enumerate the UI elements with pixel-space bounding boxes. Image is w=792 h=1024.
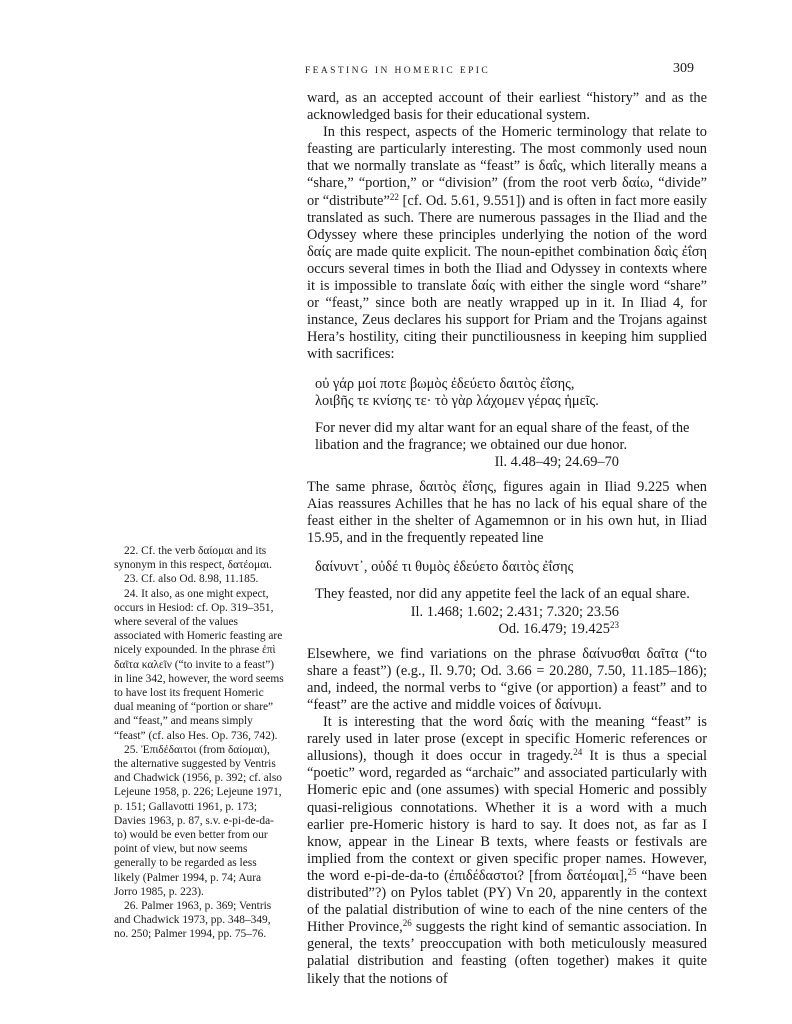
page-number: 309 — [673, 61, 694, 76]
citation-text: Od. 16.479; 19.425 — [498, 620, 610, 637]
footnotes — [114, 544, 284, 942]
quote-citation: Il. 1.468; 1.602; 2.431; 7.320; 23.56 — [410, 603, 619, 620]
greek-quote — [315, 376, 707, 410]
footnote-ref-22[interactable]: 22 — [389, 191, 399, 202]
footnote-ref-26[interactable]: 26 — [402, 918, 412, 929]
quote-translation — [315, 586, 707, 637]
footnote-26: 26. Palmer 1963, p. 369; Ventris and Chadwick 1973, pp. 348–349, no. 250; Palmer 1994, pp. 75–76. — [114, 900, 272, 941]
text-run: suggests the right kind of semantic association. In general, the texts’ preoccupation with both meticulously measured palatial distribution and feasting (often together) makes it quite likely that the notions of — [307, 919, 708, 987]
greek-line: δαίνυντ᾽, οὐδέ τι θυμὸς ἐδεύετο δαιτὸς ἐΐσης — [315, 559, 574, 576]
paragraph — [307, 124, 707, 363]
greek-line: λοιβῆς τε κνίσης τε· τὸ γὰρ λάχομεν γέρας ἡμεῖς. — [315, 392, 599, 409]
quote-citation — [315, 621, 707, 638]
footnote-24: 24. It also, as one might expect, occurs in Hesiod: cf. Op. 319–351, where several of the values associated with Homeric feasting are nicely expounded. In the phrase ἐπὶ δαῖτα καλεῖν (“to invite to a feast”) in line 342, however, the word seems to have lost its frequent Homeric dual meaning of “portion or share” and “feast,” and means simply “feast” (cf. also Hes. Op. 736, 742). — [114, 587, 284, 742]
paragraph: ward, as an accepted account of their earliest “history” and as the acknowledged basis for their educational system. — [307, 90, 707, 124]
greek-quote — [315, 559, 707, 576]
footnote-ref-25[interactable]: 25 — [627, 866, 637, 877]
quote-translation — [315, 420, 707, 471]
footnote-23: 23. Cf. also Od. 8.98, 11.185. — [124, 573, 259, 586]
paragraph: The same phrase, δαιτὸς ἐΐσης, figures again in Iliad 9.225 when Aias reassures Achilles that he has no lack of his equal share of the feast either in the shelter of Agamemnon or in his own hut, in Iliad 15.95, and in the frequently repeated line — [307, 478, 707, 547]
paragraph: Elsewhere, we find variations on the phrase δαίνυσθαι δαῖτα (“to share a feast”) (e.g., Il. 9.70; Od. 3.66 = 20.280, 7.50, 11.185–186); and, indeed, the normal verbs to “give (or apportion) a feast” and to “feast” are the active and middle voices of δαίνυμι. — [307, 645, 707, 713]
text-run: In this respect, aspects of the Homeric terminology that relate to feasting are particularly interesting. The most commonly used noun that we normally translate as “feast” is δαΐς, which literally means a “share,” “portion,” or “division” (from the root verb δαίω, “divide” or “distribute” — [307, 124, 707, 209]
translation-text: They feasted, nor did any appetite feel the lack of an equal share. — [315, 586, 690, 603]
quote-citation: Il. 4.48–49; 24.69–70 — [494, 453, 619, 470]
text-run: It is interesting that the word δαίς with the meaning “feast” is rarely used in later prose (except in specific Homeric references or allusions), though it does occur in tragedy. — [307, 714, 707, 765]
text-run: It is thus a special “poetic” word, regarded as “archaic” and associated particularly with Homeric epic and (one assumes) with special Homeric and possibly quasi-religious connotations. Whether it is a word with a much earlier pre-Homeric history is hard to say. It does not, as far as I know, appear in the Linear B texts, where feasts or festivals are implied from the context or given specific proper names. However, the word e-pi-de-da-to (ἐπιδέδαστοι? [from δατέομαι], — [307, 748, 707, 884]
greek-line: οὐ γάρ μοί ποτε βωμὸς ἐδεύετο δαιτὸς ἐΐσης, — [315, 375, 575, 392]
text-run: [cf. Od. 5.61, 9.551]) and is often in fact more easily translated as such. There are numerous passages in the Iliad and the Odyssey where these principles underlying the notion of the word δαίς are made quite explicit. The noun-epithet combination δαὶς ἐΐση occurs several times in both the Iliad and Odyssey in contexts where it is impossible to translate δαίς with either the single word “share” or “feast,” since both are neatly wrapped up in it. In Iliad 4, for instance, Zeus declares his support for Priam and the Trojans against Hera’s hostility, citing their punctiliousness in keeping him supplied with sacrifices: — [307, 192, 708, 363]
paragraph — [307, 714, 707, 988]
footnote-22: 22. Cf. the verb δαίομαι and its synonym in this respect, δατέομαι. — [114, 545, 272, 572]
main-text — [307, 90, 707, 988]
translation-text: For never did my altar want for an equal share of the feast, of the libation and the fragrance; we obtained our due honor. — [315, 419, 690, 453]
footnote-25: 25. Ἐπιδέδαιτοι (from δαίομαι), the alternative suggested by Ventris and Chadwick (1956, p. 392; cf. also Lejeune 1958, p. 226; Lejeune 1971, p. 151; Gallavotti 1961, p. 173; Davies 1963, p. 87, s.v. e-pi-de-da-to) would be even better from our point of view, but now seems generally to be regarded as less likely (Palmer 1994, p. 74; Aura Jorro 1985, p. 223). — [114, 743, 282, 898]
footnote-ref-23[interactable]: 23 — [610, 619, 619, 630]
running-head: FEASTING IN HOMERIC EPIC — [305, 66, 491, 76]
footnote-ref-24[interactable]: 24 — [573, 747, 583, 758]
text-run: “have been distributed”?) on Pylos tablet (PY) Vn 20, apparently in the context of the palatial distribution of wine to each of the nine centers of the Hither Province, — [307, 867, 707, 936]
